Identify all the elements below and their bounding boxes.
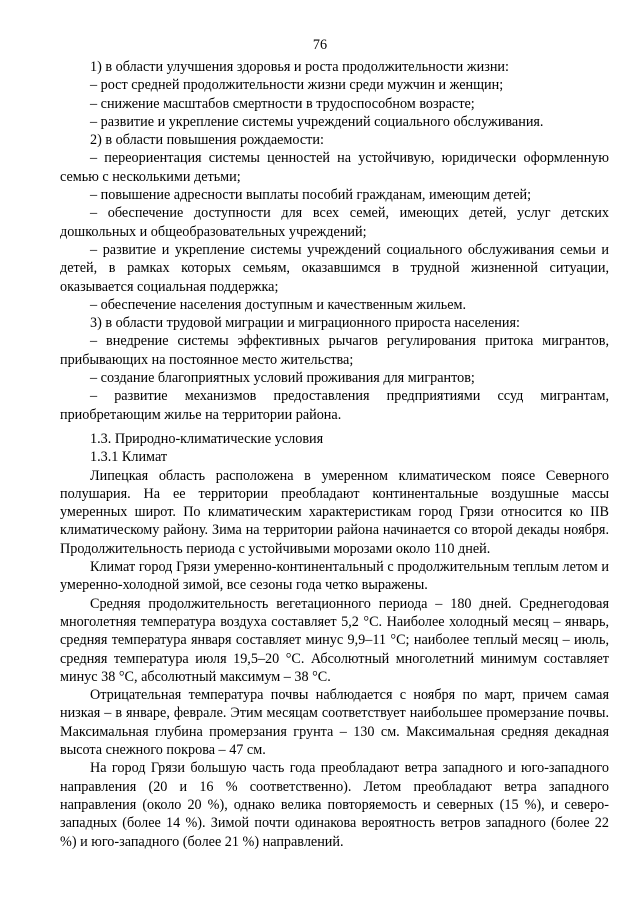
climate-section [60,430,609,851]
list-item-migrant-inflow: – внедрение системы эффективных рычагов регулирования притока мигрантов, прибывающих на постоянное место жительства; [60,333,609,368]
list-item-family-social-services: – развитие и укрепление системы учреждений социального обслуживания семьи и детей, в рамках которых семьям, оказавшимся в трудной жизненной ситуации, оказывается социальная поддержка; [60,241,609,295]
paragraph-health-goals-heading: 1) в области улучшения здоровья и роста продолжительности жизни: [90,59,509,75]
list-item-migrant-loans: – развитие механизмов предоставления предприятиями ссуд мигрантам, приобретающим жилье на территории района. [60,388,609,423]
section-heading: 1.3. Природно-климатические условия [90,431,324,447]
paragraph-climate-type: Климат город Грязи умеренно-континентальный с продолжительным теплым летом и умеренно-холодной зимой, все сезоны года четко выражены. [60,559,609,594]
paragraph-birth-rate-heading: 2) в области повышения рождаемости: [90,132,324,149]
page-number: 76 [312,37,328,53]
list-item-social-services: – развитие и укрепление системы учреждений социального обслуживания. [90,113,544,130]
paragraph-climate-zone: Липецкая область расположена в умеренном климатическом поясе Северного полушария. На ее территории преобладают континентальные воздушные массы умеренных широт. По климатическим характеристикам город Грязи относится ко IIВ климатическому району. Зима на территории района начинается со второй декады ноября. Продолжительность периода с устойчивыми морозами около 110 дней. [60,467,609,557]
list-item-migrant-conditions: – создание благоприятных условий проживания для мигрантов; [90,370,475,387]
subsection-heading: 1.3.1 Климат [90,449,168,466]
paragraph-migration-heading: 3) в области трудовой миграции и миграционного прироста населения: [90,315,520,332]
list-item-housing: – обеспечение населения доступным и качественным жильем. [90,296,467,313]
list-item-life-expectancy: – рост средней продолжительности жизни среди мужчин и женщин; [90,77,504,94]
list-item-mortality-reduction: – снижение масштабов смертности в трудоспособном возрасте; [90,95,475,112]
paragraph-temperatures: Средняя продолжительность вегетационного периода – 180 дней. Среднегодовая многолетняя температура воздуха составляет 5,2 °С. Наиболее холодный месяц – январь, средняя температура января составляет минус 9,9–11 °С; наиболее теплый месяц – июль, средняя температура июля 19,5–20 °С. Абсолютный многолетний минимум составляет минус 38 °С, абсолютный максимум – 38 °С. [60,595,609,685]
list-item-family-values: – переориентация системы ценностей на устойчивую, юридически оформленную семью с несколькими детьми; [60,150,609,185]
paragraph-winds: На город Грязи большую часть года преобладают ветра западного и юго-западного направления (20 и 16 % соответственно). Летом преобладают ветра западного направления (около 20 %), однако велика повторяемость и северных (15 %), и северо-западных (более 14 %). Зимой почти одинакова вероятность ветров западного (более 22 %) и юго-западного (более 21 %) направлений. [60,760,609,850]
goals-list-section [60,58,609,424]
list-item-benefits-targeting: – повышение адресности выплаты пособий гражданам, имеющим детей; [90,187,532,204]
list-item-preschool-access: – обеспечение доступности для всех семей, имеющих детей, услуг детских дошкольных и общеобразовательных учреждений; [60,205,609,240]
paragraph-soil-freezing: Отрицательная температура почвы наблюдается с ноября по март, причем самая низкая – в январе, феврале. Этим месяцам соответствует наибольшее промерзание почвы. Максимальная глубина промерзания грунта – 130 см. Максимальная средняя декадная высота снежного покрова – 47 см. [60,687,609,759]
